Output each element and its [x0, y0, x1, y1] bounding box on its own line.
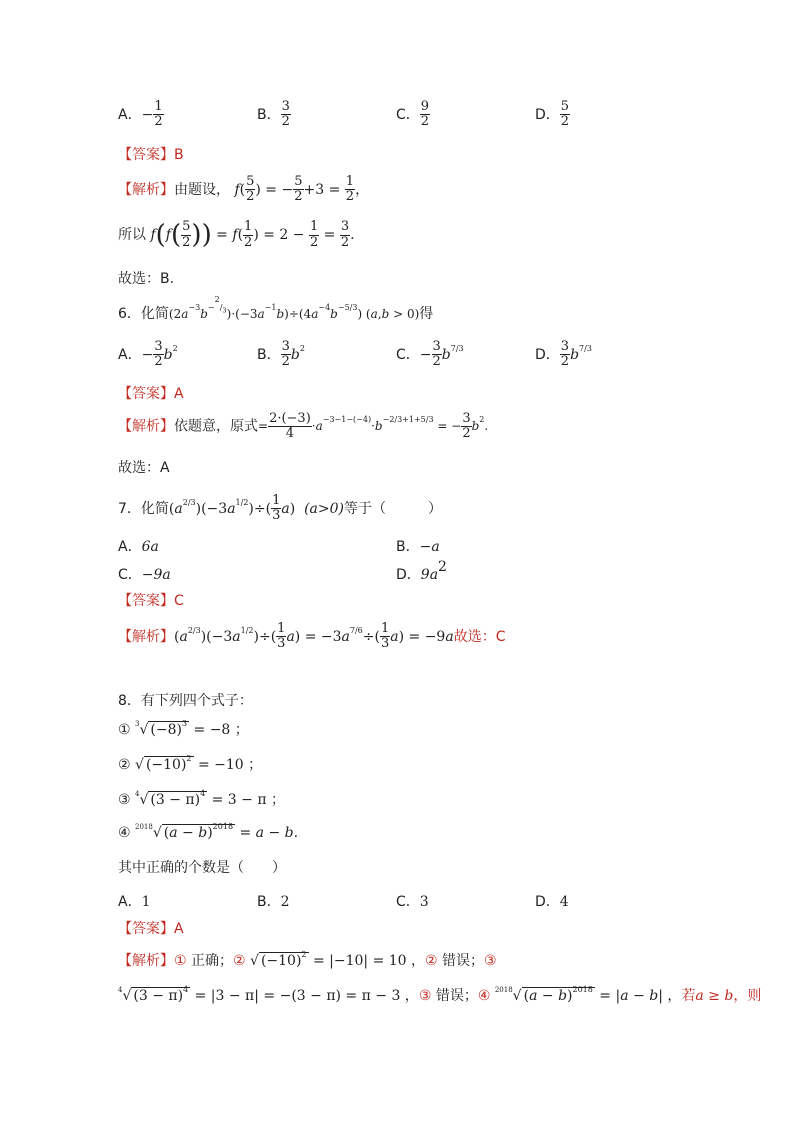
option-label: B．	[257, 894, 281, 910]
q8-option-a	[118, 891, 151, 911]
q5-option-b	[257, 100, 291, 130]
option-value: −a	[419, 539, 440, 555]
denominator: 2	[281, 114, 290, 130]
solution-condition: a ≥ b	[695, 988, 734, 1004]
question-tail: 得	[419, 306, 434, 322]
q6-option-c	[396, 340, 464, 370]
item-marker: ②	[118, 757, 131, 773]
option-fraction	[281, 100, 291, 130]
solution-text: 错误；	[435, 988, 478, 1004]
solution-lead: 依题意，原式	[174, 418, 258, 435]
item-marker: ③	[418, 988, 432, 1004]
answer-tag: 【答案】	[118, 593, 174, 609]
option-label: B．	[396, 539, 420, 555]
q7-answer	[118, 590, 184, 610]
q8-option-b	[257, 891, 290, 911]
option-label: D．	[535, 346, 560, 363]
q6-solution	[118, 412, 488, 442]
q7-solution	[118, 622, 505, 652]
item-formula: $^3$√ $(-8)^3 = -8$ ；	[135, 719, 249, 738]
option-label: B．	[257, 346, 281, 363]
q6-expression: $(2a^{-3}b^{-^2/_3})\cdot(-3a^{-1}b)\div(4a^{-4}b^{-5/3}) (a,b > 0)$	[168, 295, 420, 321]
option-label: C．	[396, 106, 420, 123]
answer-tag: 【答案】	[118, 921, 174, 937]
numerator: 5	[560, 99, 570, 114]
conclusion-text: 故选：A	[118, 460, 170, 476]
option-label: D．	[535, 894, 560, 910]
denominator: 2	[420, 114, 430, 130]
item-marker: ①	[118, 722, 131, 738]
solution-text: 正确；	[191, 953, 234, 969]
solution-tag: 【解析】	[118, 953, 174, 969]
option-value: −9a	[141, 567, 171, 583]
numerator: 1	[154, 99, 163, 114]
option-label: A．	[118, 539, 142, 555]
q8-item-1	[118, 719, 249, 739]
option-value: 1	[141, 894, 151, 910]
answer-value: A	[174, 386, 184, 402]
q8-solution-line1	[118, 950, 497, 970]
solution-tag: 【解析】	[118, 418, 174, 435]
option-fraction	[153, 100, 163, 130]
question-text: 化简	[140, 500, 169, 517]
option-value: 9a	[420, 567, 439, 583]
solution-formula: $(a^{2/3})(-3a^{1/2})\div$( $\frac{1}{3}$ $a) = -3a^{7/6}\div$( $\frac{1}{3}$ a) = −9a	[174, 621, 454, 652]
q7-stem	[118, 494, 442, 524]
option-label: C．	[396, 346, 420, 363]
denominator: 2	[560, 114, 570, 130]
option-expression: $\frac{3}{2}$ $b^{7/3}$	[560, 339, 592, 370]
option-value: 3	[419, 894, 429, 910]
item-marker: ③	[484, 953, 497, 969]
q7-option-d: D．$9a^2$	[396, 559, 447, 583]
solution-tag: 【解析】	[118, 628, 174, 645]
q8-item-3	[118, 789, 285, 809]
q8-item-4	[118, 823, 298, 841]
item-marker: ②	[233, 953, 246, 969]
answer-tag: 【答案】	[118, 386, 174, 402]
option-label: A．	[118, 894, 142, 910]
option-value: 6a	[141, 539, 159, 555]
solution-tag: 【解析】	[118, 181, 174, 198]
answer-tag: 【答案】	[118, 147, 174, 163]
solution-formula: f( $\frac{5}{2}$ ) = − $\frac{5}{2}$ +3 = $\frac{1}{2}$ ，	[234, 174, 370, 205]
q8-question: 其中正确的个数是（ ）	[118, 860, 286, 876]
q7-option-c	[118, 564, 171, 584]
q8-stem	[118, 690, 253, 710]
question-number: 6．	[118, 306, 141, 322]
q7-option-a	[118, 536, 159, 556]
question-tail: 等于（ ）	[344, 500, 443, 517]
q8-answer	[118, 918, 184, 938]
option-label: C．	[118, 567, 142, 583]
solution-formula: $^4$√ $(3 - \pi)^4 = |3 - \pi| = -(3 - \pi) = \pi - 3$ ，	[118, 985, 419, 1004]
item-marker: ④	[118, 825, 131, 841]
option-expression: $\frac{3}{2}$ $b^2$	[281, 339, 305, 370]
solution-formula: $^{2018}$√ $(a - b)^{2018} = |a - b|$ ，	[494, 985, 682, 1004]
q6-option-b	[257, 340, 305, 370]
q6-conclusion	[118, 457, 170, 477]
option-label: A．	[118, 346, 142, 363]
q6-stem	[118, 295, 434, 323]
q8-option-d	[535, 891, 569, 911]
option-value: 4	[559, 894, 569, 910]
q7-condition: (a>0)	[304, 500, 345, 517]
solution-text: ，则	[733, 988, 762, 1004]
solution-text: 错误；	[442, 953, 485, 969]
option-expression: − $\frac{3}{2}$ $b^{7/3}$	[419, 339, 464, 370]
q6-option-a	[118, 340, 178, 370]
option-label: D．	[396, 567, 421, 583]
option-label: B．	[257, 106, 281, 123]
q5-solution-line2	[118, 220, 355, 250]
option-label: C．	[396, 894, 420, 910]
denominator: 2	[154, 114, 163, 130]
q5-solution-line1	[118, 175, 369, 205]
option-fraction	[560, 100, 570, 130]
option-value: 2	[280, 894, 290, 910]
question-number: 8．	[118, 693, 141, 709]
q6-answer	[118, 383, 184, 403]
solution-formula: √ $(-10)^2 = |-10| = 10$ ，	[250, 950, 426, 969]
item-marker: ①	[174, 953, 187, 969]
solution-line2-lead: 所以	[118, 227, 146, 243]
q7-expression: $(a^{2/3})(-3a^{1/2})\div$( $\frac{1}{3}$ a)	[168, 493, 305, 524]
option-fraction	[420, 100, 430, 130]
item-marker: ④	[477, 988, 491, 1004]
q8-item-2	[118, 754, 262, 774]
item-formula: $^{2018}$√ $(a - b)^{2018} = a - b$.	[135, 822, 299, 841]
item-formula: √ $(-10)^2 = -10$ ；	[135, 754, 263, 773]
q5-conclusion: 故选：B.	[118, 271, 175, 287]
numerator: 9	[420, 99, 430, 114]
q8-solution-line2	[118, 985, 761, 1005]
q8-option-c	[396, 891, 429, 911]
item-formula: $^4$√ $(3 - \pi)^4 = 3 - \pi$ ；	[135, 789, 285, 808]
option-label: A．	[118, 106, 142, 123]
numerator: 3	[281, 99, 290, 114]
conclusion-text: 故选：C	[453, 628, 506, 645]
answer-value: B	[174, 147, 184, 163]
question-text: 化简	[140, 306, 169, 322]
q5-option-d	[535, 100, 570, 130]
q5-answer	[118, 144, 184, 164]
q6-option-d	[535, 340, 592, 370]
answer-value: C	[174, 593, 184, 609]
question-number: 7．	[118, 500, 141, 517]
option-label: D．	[535, 106, 560, 123]
option-expression: − $\frac{3}{2}$ $b^2$	[141, 339, 178, 370]
solution-formula: = $\frac{2\cdot(-3)}{4}$ $\cdot a^{-3-1-(-4)}\cdot b^{-2/3+1+5/3}$ = − $\frac{3}{2}$ $b^2$.	[258, 411, 489, 442]
solution-formula: f(f( $\frac{5}{2}$ )) = f( $\frac{1}{2}$ ) = 2 − $\frac{1}{2}$ = $\frac{3}{2}$ .	[150, 219, 355, 250]
solution-text: 若	[681, 988, 696, 1004]
option-sign: −	[141, 106, 154, 123]
q5-option-a	[118, 100, 164, 130]
answer-value: A	[174, 921, 184, 937]
item-marker: ③	[118, 792, 131, 808]
solution-lead: 由题设，	[174, 181, 230, 198]
item-marker: ②	[425, 953, 438, 969]
question-text: 有下列四个式子：	[140, 693, 253, 709]
q7-option-b	[396, 536, 440, 556]
q5-option-c	[396, 100, 430, 130]
